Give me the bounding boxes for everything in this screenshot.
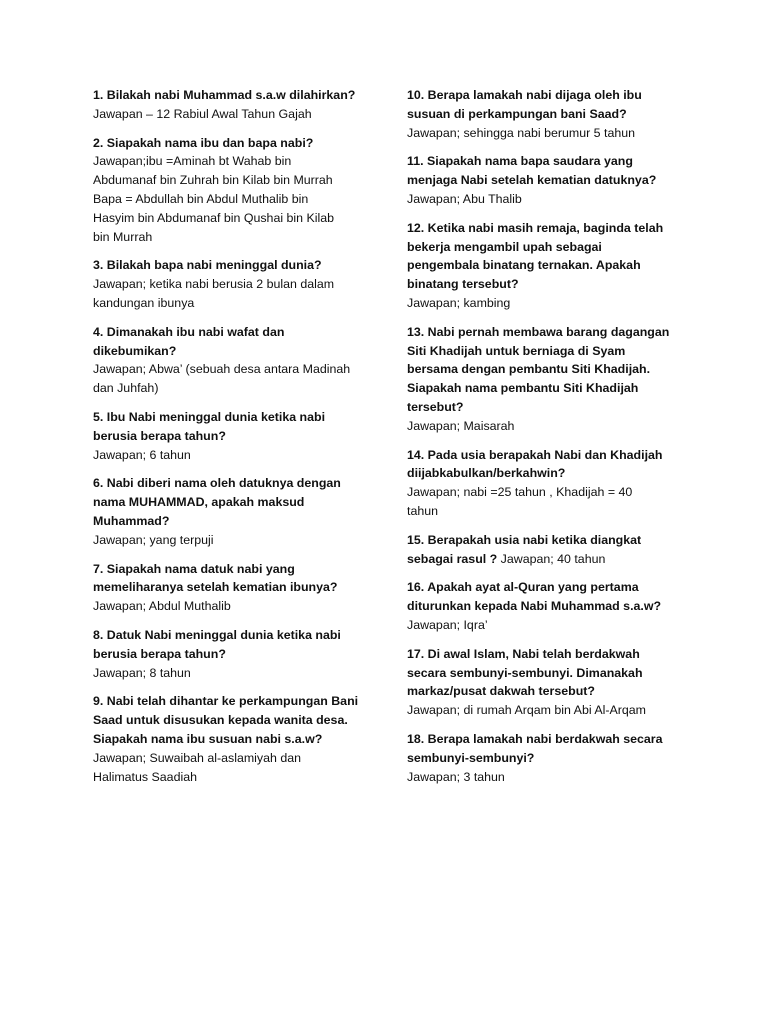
question-line: 18. Berapa lamakah nabi berdakwah secara [407, 731, 663, 746]
question-line: 4. Dimanakah ibu nabi wafat dan [93, 324, 285, 339]
answer-line: Hasyim bin Abdumanaf bin Qushai bin Kilab [93, 210, 335, 225]
answer-line: Jawapan; Maisarah [407, 418, 515, 433]
answer-line: Jawapan; Abdul Muthalib [93, 599, 231, 614]
answer-line: Jawapan; 6 tahun [93, 447, 191, 462]
answer-line: Jawapan; kambing [407, 295, 511, 310]
question [93, 323, 378, 361]
qa-item [407, 219, 697, 313]
question [407, 86, 697, 124]
question [93, 408, 378, 446]
qa-item [407, 730, 697, 786]
question-line: 9. Nabi telah dihantar ke perkampungan Bani [93, 694, 359, 709]
answer [407, 701, 697, 720]
question-line: 8. Datuk Nabi meninggal dunia ketika nabi [93, 627, 341, 642]
answer-line: kandungan ibunya [93, 295, 195, 310]
qa-item [407, 578, 697, 634]
qa-item [93, 323, 378, 398]
answer-line: Jawapan; ketika nabi berusia 2 bulan dalam [93, 277, 335, 292]
question-line: Siti Khadijah untuk berniaga di Syam [407, 343, 626, 358]
question-line: nama MUHAMMAD, apakah maksud [93, 495, 305, 510]
question [407, 730, 697, 768]
question-line: 5. Ibu Nabi meninggal dunia ketika nabi [93, 409, 326, 424]
qa-item [93, 560, 378, 616]
question [93, 692, 378, 748]
answer-line: Jawapan; yang terpuji [93, 532, 214, 547]
qa-item [93, 692, 378, 786]
question-line: 6. Nabi diberi nama oleh datuknya dengan [93, 476, 341, 491]
answer-line: Jawapan; 8 tahun [93, 665, 191, 680]
question-answer-line [407, 550, 697, 569]
answer [93, 664, 378, 683]
answer [407, 294, 697, 313]
question-line: susuan di perkampungan bani Saad? [407, 106, 627, 121]
right-column [407, 86, 697, 796]
answer-line: Jawapan; di rumah Arqam bin Abi Al-Arqam [407, 703, 646, 718]
question [407, 531, 697, 569]
qa-item [93, 256, 378, 312]
question [407, 578, 697, 616]
question-line: menjaga Nabi setelah kematian datuknya? [407, 173, 657, 188]
answer-line: Jawapan; 3 tahun [407, 769, 505, 784]
question-line: dikebumikan? [93, 343, 177, 358]
answer-line: bin Murrah [93, 229, 153, 244]
answer-line: Jawapan; Abwa’ (sebuah desa antara Madinah [93, 362, 351, 377]
answer [407, 616, 697, 635]
question-line: 2. Siapakah nama ibu dan bapa nabi? [93, 135, 314, 150]
question-line: secara sembunyi-sembunyi. Dimanakah [407, 665, 643, 680]
answer [407, 483, 697, 521]
answer-line: Jawapan;ibu =Aminah bt Wahab bin [93, 154, 292, 169]
answer [93, 152, 378, 246]
answer [93, 275, 378, 313]
answer-line: Jawapan – 12 Rabiul Awal Tahun Gajah [93, 106, 312, 121]
answer [93, 531, 378, 550]
answer [407, 768, 697, 787]
qa-item [407, 323, 697, 436]
answer-line: Jawapan; sehingga nabi berumur 5 tahun [407, 125, 636, 140]
left-column [93, 86, 378, 796]
question-line: sembunyi-sembunyi? [407, 750, 535, 765]
question-line: 10. Berapa lamakah nabi dijaga oleh ibu [407, 88, 642, 102]
question-line: tersebut? [407, 399, 464, 414]
answer [407, 190, 697, 209]
question-line: 11. Siapakah nama bapa saudara yang [407, 154, 633, 169]
qa-item [93, 86, 378, 124]
question-line: diturunkan kepada Nabi Muhammad s.a.w? [407, 599, 662, 614]
question-line: Saad untuk disusukan kepada wanita desa. [93, 713, 348, 728]
qa-item [407, 152, 697, 208]
answer-line: Bapa = Abdullah bin Abdul Muthalib bin [93, 191, 309, 206]
answer [93, 360, 378, 398]
qa-item [407, 645, 697, 720]
answer-line: tahun [407, 503, 439, 518]
answer [407, 417, 697, 436]
question [407, 446, 697, 484]
question-line: berusia berapa tahun? [93, 428, 226, 443]
question [93, 626, 378, 664]
question-line: bekerja mengambil upah sebagai [407, 239, 602, 254]
answer-line: Jawapan; nabi =25 tahun , Khadijah = 40 [407, 485, 633, 500]
answer-line: Jawapan; Iqra’ [407, 617, 488, 632]
question-line: 16. Apakah ayat al-Quran yang pertama [407, 580, 639, 595]
question-line: Muhammad? [93, 513, 170, 528]
question [93, 560, 378, 598]
qa-item [93, 626, 378, 682]
answer-line: Halimatus Saadiah [93, 769, 198, 784]
question-line: 17. Di awal Islam, Nabi telah berdakwah [407, 646, 640, 661]
question-text: sebagai rasul ? [407, 551, 501, 566]
answer [93, 105, 378, 124]
qa-item [407, 86, 697, 142]
answer [93, 749, 378, 787]
question-line: 1. Bilakah nabi Muhammad s.a.w dilahirkan? [93, 88, 356, 102]
answer-line: Abdumanaf bin Zuhrah bin Kilab bin Murrah [93, 173, 333, 188]
question-line: Siapakah nama ibu susuan nabi s.a.w? [93, 731, 323, 746]
question [93, 474, 378, 530]
question-line: pengembala binatang ternakan. Apakah [407, 258, 641, 273]
answer [407, 124, 697, 143]
question [407, 323, 697, 417]
answer [93, 446, 378, 465]
qa-item [407, 446, 697, 521]
answer-text: Jawapan; 40 tahun [500, 551, 606, 566]
question-line: Siapakah nama pembantu Siti Khadijah [407, 381, 639, 396]
question [407, 645, 697, 701]
question-line: 12. Ketika nabi masih remaja, baginda telah [407, 220, 664, 235]
question-line: 13. Nabi pernah membawa barang dagangan [407, 324, 670, 339]
question [407, 152, 697, 190]
answer [93, 597, 378, 616]
qa-item [93, 474, 378, 549]
question-line: 14. Pada usia berapakah Nabi dan Khadijah [407, 447, 663, 462]
question-line: markaz/pusat dakwah tersebut? [407, 684, 595, 699]
question-line: berusia berapa tahun? [93, 646, 226, 661]
answer-line: Jawapan; Abu Thalib [407, 191, 522, 206]
question [407, 219, 697, 294]
question-line: binatang tersebut? [407, 277, 519, 292]
qa-item [93, 408, 378, 464]
qa-item [407, 531, 697, 569]
question-line: memeliharanya setelah kematian ibunya? [93, 580, 338, 595]
answer-line: Jawapan; Suwaibah al-aslamiyah dan [93, 750, 302, 765]
qa-item [93, 134, 378, 247]
question-line: 7. Siapakah nama datuk nabi yang [93, 561, 295, 576]
question-line: 3. Bilakah bapa nabi meninggal dunia? [93, 258, 322, 273]
question-line: 15. Berapakah usia nabi ketika diangkat [407, 532, 642, 547]
question-line: diijabkabulkan/berkahwin? [407, 466, 566, 481]
question [93, 256, 378, 275]
question-line: bersama dengan pembantu Siti Khadijah. [407, 362, 651, 377]
question [93, 86, 378, 105]
answer-line: dan Juhfah) [93, 381, 159, 396]
question [93, 134, 378, 153]
